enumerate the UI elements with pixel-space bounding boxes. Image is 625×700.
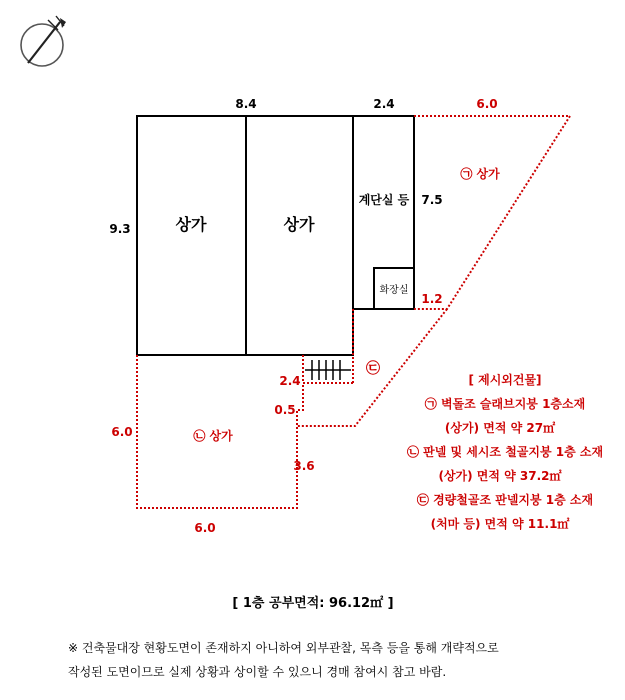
dim-notch-2-4: 2.4 <box>279 374 301 388</box>
legend-title: [ 제시외건물] <box>468 373 542 387</box>
room-shop-a: ㉠ 상가 <box>460 167 500 181</box>
legend-line-6: (처마 등) 면적 약 11.1㎡ <box>430 517 570 531</box>
room-toilet: 화장실 <box>379 285 409 296</box>
annex-a-outline <box>414 116 570 309</box>
stair-mark-icon <box>305 360 351 380</box>
compass-north-icon <box>21 16 66 66</box>
legend-line-2: (상가) 면적 약 27㎡ <box>444 421 556 435</box>
legend-line-5: ㉢ 경량철골조 판넬지붕 1층 소재 <box>416 493 594 507</box>
note-line-1: ※ 건축물대장 현황도면이 존재하지 아니하여 외부관찰, 목측 등을 통해 개략적으로 <box>68 641 499 655</box>
dim-notch-0-5: 0.5 <box>274 403 296 417</box>
stair-room <box>353 116 414 309</box>
dim-small-1-2: 1.2 <box>421 292 443 306</box>
room-shop-1: 상가 <box>175 215 207 234</box>
legend-line-1: ㉠ 벽돌조 슬래브지붕 1층소재 <box>424 397 586 411</box>
area-summary: [ 1층 공부면적: 96.12㎡ ] <box>232 596 394 611</box>
legend-line-4: (상가) 면적 약 37.2㎡ <box>438 469 562 483</box>
dim-top-main: 8.4 <box>235 97 257 111</box>
main-building <box>137 116 414 355</box>
legend-line-3: ㉡ 판넬 및 세시조 철골지붕 1층 소재 <box>406 445 604 459</box>
dim-right-lower: 3.6 <box>293 459 315 473</box>
room-shop-2: 상가 <box>283 215 315 234</box>
notes <box>68 640 499 679</box>
room-shop-b: ㉡ 상가 <box>193 429 233 443</box>
note-line-2: 작성된 도면이므로 실제 상황과 상이할 수 있으니 경매 참여시 참고 바람. <box>68 665 447 679</box>
legend <box>407 372 603 531</box>
room-stair: 계단실 등 <box>358 193 410 207</box>
dim-left-lower: 6.0 <box>111 425 133 439</box>
annex-b-outline <box>137 355 353 508</box>
room-mark-c: ㉢ <box>366 361 380 377</box>
dim-left-main: 9.3 <box>109 222 131 236</box>
dim-top-diag: 6.0 <box>476 97 498 111</box>
dim-top-stair: 2.4 <box>373 97 395 111</box>
dim-bottom-lower: 6.0 <box>194 521 216 535</box>
dim-stair-height: 7.5 <box>421 193 443 207</box>
